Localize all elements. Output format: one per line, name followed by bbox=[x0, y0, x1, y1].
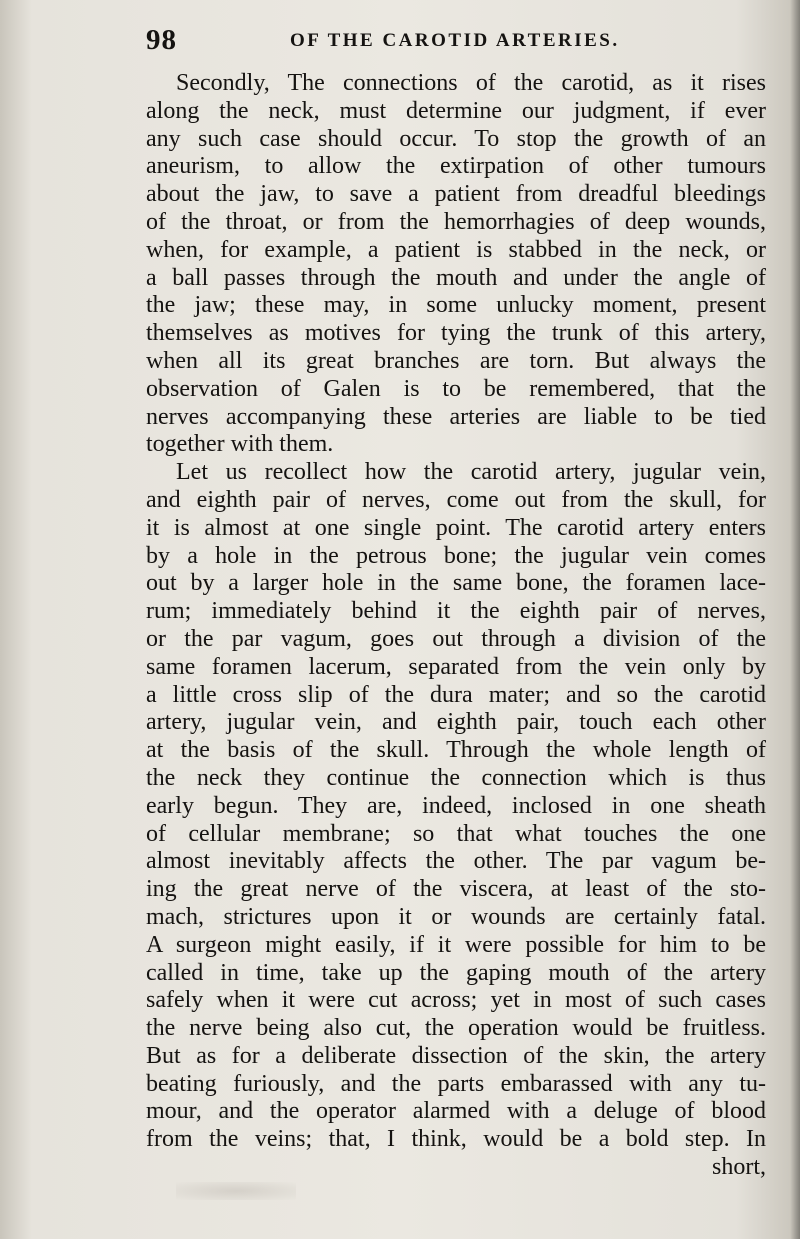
text-line: from the veins; that, I think, would be a bold step. In bbox=[146, 1126, 766, 1153]
text-line: aneurism, to allow the extirpation of other tumours bbox=[146, 153, 766, 180]
text-line: any such case should occur. To stop the growth of an bbox=[146, 125, 766, 152]
text-line: almost inevitably affects the other. The par vagum be- bbox=[146, 848, 766, 875]
text-line: the neck they continue the connection which is thus bbox=[146, 764, 766, 791]
text-line: it is almost at one single point. The carotid artery enters bbox=[146, 514, 766, 541]
catchword: short, bbox=[712, 1154, 766, 1181]
text-line: rum; immediately behind it the eighth pair of nerves, bbox=[146, 598, 766, 625]
text-line: out by a larger hole in the same bone, the foramen lace- bbox=[146, 570, 766, 597]
text-line: themselves as motives for tying the trunk of this artery, bbox=[146, 320, 766, 347]
text-line: a little cross slip of the dura mater; and so the carotid bbox=[146, 681, 766, 708]
text-line: the nerve being also cut, the operation would be fruitless. bbox=[146, 1015, 766, 1042]
text-line: the jaw; these may, in some unlucky moment, present bbox=[146, 292, 766, 319]
text-line: nerves accompanying these arteries are liable to be tied bbox=[146, 403, 766, 430]
text-line: mour, and the operator alarmed with a deluge of blood bbox=[146, 1098, 766, 1125]
bleed-through-smudge bbox=[176, 1182, 296, 1200]
text-line: safely when it were cut across; yet in most of such cases bbox=[146, 987, 766, 1014]
text-line: of cellular membrane; so that what touches the one bbox=[146, 820, 766, 847]
text-line: together with them. bbox=[146, 431, 334, 458]
body-text bbox=[146, 70, 766, 1182]
text-line: called in time, take up the gaping mouth of the artery bbox=[146, 959, 766, 986]
text-line: beating furiously, and the parts embarassed with any tu- bbox=[146, 1070, 766, 1097]
text-line: But as for a deliberate dissection of the skin, the artery bbox=[146, 1042, 766, 1069]
text-line: Let us recollect how the carotid artery, jugular vein, bbox=[176, 459, 766, 486]
page-number: 98 bbox=[146, 24, 177, 56]
text-line: at the basis of the skull. Through the whole length of bbox=[146, 737, 766, 764]
text-line: and eighth pair of nerves, come out from the skull, for bbox=[146, 486, 766, 513]
text-line: early begun. They are, indeed, inclosed in one sheath bbox=[146, 792, 766, 819]
text-line: by a hole in the petrous bone; the jugular vein comes bbox=[146, 542, 766, 569]
text-line: same foramen lacerum, separated from the vein only by bbox=[146, 653, 766, 680]
running-head: OF THE CAROTID ARTERIES. bbox=[290, 30, 620, 51]
page-header bbox=[146, 24, 766, 60]
text-line: when, for example, a patient is stabbed in the neck, or bbox=[146, 236, 766, 263]
text-line: artery, jugular vein, and eighth pair, touch each other bbox=[146, 709, 766, 736]
text-line: or the par vagum, goes out through a division of the bbox=[146, 625, 766, 652]
page-edge-shadow bbox=[790, 0, 800, 1239]
text-line: about the jaw, to save a patient from dreadful bleedings bbox=[146, 181, 766, 208]
text-line: observation of Galen is to be remembered, that the bbox=[146, 375, 766, 402]
text-line: ing the great nerve of the viscera, at least of the sto- bbox=[146, 876, 766, 903]
text-line: a ball passes through the mouth and under the angle of bbox=[146, 264, 766, 291]
text-line: when all its great branches are torn. But always the bbox=[146, 347, 766, 374]
text-line: of the throat, or from the hemorrhagies of deep wounds, bbox=[146, 208, 766, 235]
text-line: A surgeon might easily, if it were possible for him to be bbox=[146, 931, 766, 958]
text-line: Secondly, The connections of the carotid, as it rises bbox=[176, 70, 766, 96]
text-line: mach, strictures upon it or wounds are certainly fatal. bbox=[146, 903, 766, 930]
text-line: along the neck, must determine our judgment, if ever bbox=[146, 97, 766, 124]
